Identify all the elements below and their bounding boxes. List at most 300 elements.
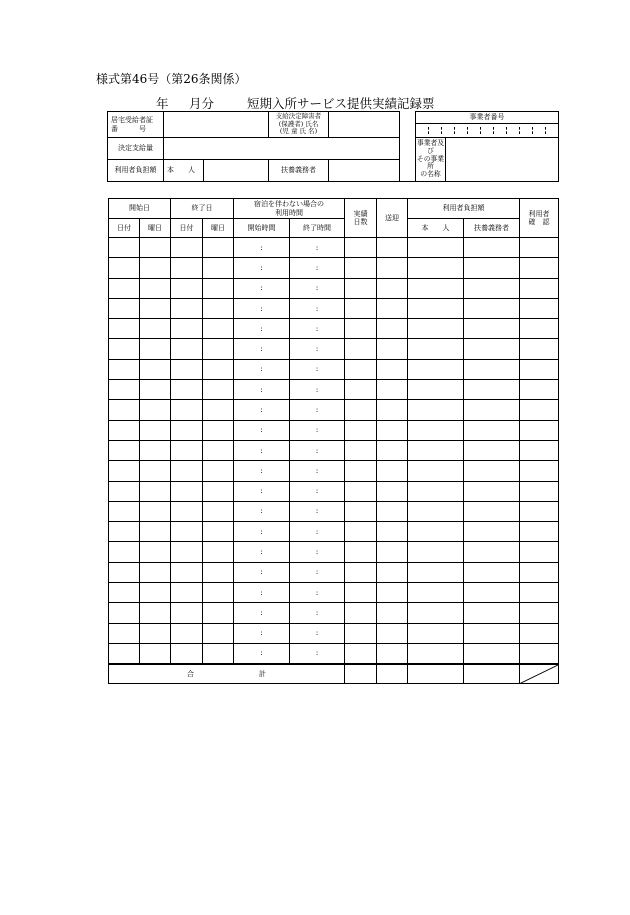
end-weekday-cell[interactable]: [203, 319, 234, 339]
end-date-cell[interactable]: [171, 359, 203, 379]
start-time-cell[interactable]: [234, 522, 290, 542]
user-confirm-cell[interactable]: [520, 420, 559, 440]
no-stay-time-header: [234, 199, 345, 219]
transport-cell[interactable]: [377, 420, 408, 440]
start-date-cell[interactable]: [109, 623, 140, 643]
end-weekday-cell[interactable]: [203, 420, 234, 440]
burden-person-cell[interactable]: [408, 623, 464, 643]
start-date-cell[interactable]: [109, 238, 140, 258]
time-colon: :: [315, 263, 319, 272]
diagonal-line-icon: [520, 665, 558, 684]
time-colon: :: [260, 608, 263, 617]
start-time-cell[interactable]: [234, 238, 290, 258]
transport-cell[interactable]: [377, 501, 408, 521]
start-time-cell[interactable]: [234, 339, 290, 359]
time-colon: :: [260, 629, 263, 638]
start-weekday-cell[interactable]: [140, 481, 171, 501]
time-colon: :: [315, 345, 319, 354]
burden-person-cell[interactable]: [408, 420, 464, 440]
start-time-cell[interactable]: [234, 440, 290, 460]
end-time-cell[interactable]: [290, 583, 345, 603]
start-date-cell[interactable]: [109, 562, 140, 582]
provider-name-label-line3: の名称: [420, 170, 441, 179]
guardian-label-line1: 支給決定障害者: [275, 112, 322, 121]
user-confirm-cell[interactable]: [520, 400, 559, 420]
table-row: [109, 440, 559, 460]
no-stay-time-header-line1: 宿泊を伴わない場合の: [254, 200, 324, 209]
burden-supporter-cell[interactable]: [464, 643, 520, 663]
end-time-cell[interactable]: [290, 481, 345, 501]
end-date-cell[interactable]: [171, 481, 203, 501]
burden-supporter-cell[interactable]: [464, 420, 520, 440]
end-date-cell[interactable]: [171, 298, 203, 318]
start-date-cell[interactable]: [109, 298, 140, 318]
start-time-cell[interactable]: [234, 278, 290, 298]
end-date-cell[interactable]: [171, 501, 203, 521]
actual-days-cell[interactable]: [345, 603, 377, 623]
burden-person-cell[interactable]: [408, 481, 464, 501]
user-confirm-cell[interactable]: [520, 481, 559, 501]
start-time-cell[interactable]: [234, 420, 290, 440]
end-time-cell[interactable]: [290, 278, 345, 298]
table-row: [109, 542, 559, 562]
time-colon: :: [260, 548, 263, 557]
end-weekday-cell[interactable]: [203, 359, 234, 379]
start-weekday-cell[interactable]: [140, 319, 171, 339]
end-time-cell[interactable]: [290, 298, 345, 318]
actual-days-cell[interactable]: [345, 400, 377, 420]
start-date-cell[interactable]: [109, 380, 140, 400]
transport-cell[interactable]: [377, 461, 408, 481]
start-weekday-cell[interactable]: [140, 583, 171, 603]
table-row: [109, 298, 559, 318]
burden-supporter-cell[interactable]: [464, 298, 520, 318]
start-date-cell[interactable]: [109, 603, 140, 623]
burden-supporter-cell[interactable]: [464, 603, 520, 623]
table-row: [109, 562, 559, 582]
transport-cell[interactable]: [377, 258, 408, 278]
burden-person-cell[interactable]: [408, 562, 464, 582]
burden-supporter-cell[interactable]: [464, 481, 520, 501]
actual-days-cell[interactable]: [345, 278, 377, 298]
burden-supporter-cell[interactable]: [464, 440, 520, 460]
actual-days-cell[interactable]: [345, 339, 377, 359]
start-weekday-cell[interactable]: [140, 542, 171, 562]
transport-cell[interactable]: [377, 238, 408, 258]
user-confirm-cell[interactable]: [520, 603, 559, 623]
provider-name-label-line1: 事業者及び: [416, 138, 445, 155]
burden-supporter-cell[interactable]: [464, 359, 520, 379]
burden-label: 利用者負担額: [108, 160, 164, 182]
burden-person-cell[interactable]: [408, 461, 464, 481]
end-date-cell[interactable]: [171, 440, 203, 460]
start-time-cell[interactable]: [234, 562, 290, 582]
transport-cell[interactable]: [377, 481, 408, 501]
time-colon: :: [315, 629, 319, 638]
end-date-cell[interactable]: [171, 623, 203, 643]
end-weekday-cell[interactable]: [203, 603, 234, 623]
end-date-cell[interactable]: [171, 583, 203, 603]
transport-cell[interactable]: [377, 319, 408, 339]
start-date-header: 日付: [109, 219, 140, 238]
decision-amount-field[interactable]: [164, 138, 400, 160]
burden-person-cell[interactable]: [408, 380, 464, 400]
start-weekday-cell[interactable]: [140, 501, 171, 521]
end-time-cell[interactable]: [290, 623, 345, 643]
recipient-no-label-line1: 居宅受給者証: [111, 116, 153, 125]
transport-cell[interactable]: [377, 339, 408, 359]
user-confirm-cell[interactable]: [520, 501, 559, 521]
time-colon: :: [260, 243, 263, 252]
end-date-cell[interactable]: [171, 339, 203, 359]
end-time-header: 終了時間: [290, 219, 345, 238]
end-date-cell[interactable]: [171, 643, 203, 663]
total-person-cell[interactable]: [408, 664, 464, 684]
time-colon: :: [315, 243, 319, 252]
provider-no-block: [416, 112, 559, 138]
total-transport-cell[interactable]: [377, 664, 408, 684]
table-row: [109, 643, 559, 663]
transport-header: 送迎: [377, 199, 408, 238]
table-row: [109, 420, 559, 440]
end-date-cell[interactable]: [171, 238, 203, 258]
time-colon: :: [260, 263, 263, 272]
user-confirm-cell[interactable]: [520, 319, 559, 339]
end-time-cell[interactable]: [290, 380, 345, 400]
transport-cell[interactable]: [377, 278, 408, 298]
burden-person-cell[interactable]: [408, 603, 464, 623]
actual-days-cell[interactable]: [345, 522, 377, 542]
actual-days-cell[interactable]: [345, 359, 377, 379]
info-spacer-2: [400, 138, 416, 182]
user-confirm-cell[interactable]: [520, 643, 559, 663]
start-time-cell[interactable]: [234, 298, 290, 318]
start-date-cell[interactable]: [109, 258, 140, 278]
end-weekday-cell[interactable]: [203, 440, 234, 460]
burden-person-cell[interactable]: [408, 359, 464, 379]
end-date-cell[interactable]: [171, 461, 203, 481]
end-date-cell[interactable]: [171, 258, 203, 278]
end-date-cell[interactable]: [171, 542, 203, 562]
end-weekday-cell[interactable]: [203, 258, 234, 278]
table-row: [109, 501, 559, 521]
user-confirm-cell[interactable]: [520, 583, 559, 603]
end-time-cell[interactable]: [290, 258, 345, 278]
time-colon: :: [315, 385, 319, 394]
actual-days-cell[interactable]: [345, 319, 377, 339]
total-days-cell[interactable]: [345, 664, 377, 684]
end-date-cell[interactable]: [171, 380, 203, 400]
start-time-cell[interactable]: [234, 481, 290, 501]
burden-person-cell[interactable]: [408, 440, 464, 460]
total-label-char1: 合: [187, 669, 194, 678]
transport-cell[interactable]: [377, 623, 408, 643]
start-time-cell[interactable]: [234, 501, 290, 521]
guardian-label: [269, 112, 329, 138]
total-supporter-cell[interactable]: [464, 664, 520, 684]
end-date-cell[interactable]: [171, 278, 203, 298]
burden-person-cell[interactable]: [408, 522, 464, 542]
end-time-cell[interactable]: [290, 542, 345, 562]
burden-supporter-cell[interactable]: [464, 583, 520, 603]
transport-cell[interactable]: [377, 380, 408, 400]
actual-days-cell[interactable]: [345, 420, 377, 440]
burden-supporter-cell[interactable]: [464, 339, 520, 359]
burden-supporter-cell[interactable]: [464, 501, 520, 521]
end-weekday-cell[interactable]: [203, 501, 234, 521]
time-colon: :: [260, 588, 263, 597]
end-date-cell[interactable]: [171, 522, 203, 542]
start-date-cell[interactable]: [109, 339, 140, 359]
burden-person-cell[interactable]: [408, 400, 464, 420]
time-colon: :: [315, 365, 319, 374]
start-time-cell[interactable]: [234, 643, 290, 663]
burden-supporter-cell[interactable]: [464, 522, 520, 542]
end-date-cell[interactable]: [171, 400, 203, 420]
actual-days-cell[interactable]: [345, 298, 377, 318]
start-time-cell[interactable]: [234, 258, 290, 278]
end-date-cell[interactable]: [171, 562, 203, 582]
start-weekday-cell[interactable]: [140, 400, 171, 420]
burden-supporter-cell[interactable]: [464, 461, 520, 481]
start-date-cell[interactable]: [109, 643, 140, 663]
burden-person-cell[interactable]: [408, 238, 464, 258]
start-date-cell[interactable]: [109, 522, 140, 542]
no-stay-time-header-line2: 利用時間: [275, 208, 303, 217]
table-row: [109, 278, 559, 298]
time-colon: :: [260, 324, 263, 333]
time-colon: :: [260, 365, 263, 374]
user-confirm-cell[interactable]: [520, 440, 559, 460]
start-time-cell[interactable]: [234, 319, 290, 339]
end-date-cell[interactable]: [171, 603, 203, 623]
start-weekday-cell[interactable]: [140, 562, 171, 582]
actual-days-header: [345, 199, 377, 238]
provider-name-field[interactable]: [446, 138, 559, 182]
guardian-name-field[interactable]: [329, 112, 400, 138]
actual-days-cell[interactable]: [345, 440, 377, 460]
user-confirm-cell[interactable]: [520, 278, 559, 298]
actual-days-cell[interactable]: [345, 562, 377, 582]
start-date-cell[interactable]: [109, 501, 140, 521]
start-time-cell[interactable]: [234, 380, 290, 400]
end-time-cell[interactable]: [290, 339, 345, 359]
transport-cell[interactable]: [377, 583, 408, 603]
start-weekday-cell[interactable]: [140, 420, 171, 440]
burden-person-cell[interactable]: [408, 583, 464, 603]
end-weekday-cell[interactable]: [203, 623, 234, 643]
burden-supporter-cell[interactable]: [464, 542, 520, 562]
end-time-cell[interactable]: [290, 562, 345, 582]
actual-days-cell[interactable]: [345, 583, 377, 603]
start-time-cell[interactable]: [234, 583, 290, 603]
transport-cell[interactable]: [377, 522, 408, 542]
transport-cell[interactable]: [377, 562, 408, 582]
start-weekday-cell[interactable]: [140, 298, 171, 318]
actual-days-cell[interactable]: [345, 481, 377, 501]
recipient-no-field[interactable]: [164, 112, 269, 138]
end-date-cell[interactable]: [171, 420, 203, 440]
actual-days-cell[interactable]: [345, 501, 377, 521]
start-weekday-cell[interactable]: [140, 258, 171, 278]
burden-supporter-cell[interactable]: [464, 278, 520, 298]
actual-days-header-line2: 日数: [353, 218, 368, 226]
end-weekday-cell[interactable]: [203, 643, 234, 663]
supporter-burden-field[interactable]: [329, 160, 400, 182]
transport-cell[interactable]: [377, 400, 408, 420]
end-weekday-cell[interactable]: [203, 298, 234, 318]
start-time-cell[interactable]: [234, 623, 290, 643]
user-confirm-header-line2: 確 認: [528, 218, 550, 226]
time-colon: :: [260, 507, 263, 516]
end-weekday-cell[interactable]: [203, 339, 234, 359]
transport-cell[interactable]: [377, 440, 408, 460]
actual-days-cell[interactable]: [345, 380, 377, 400]
start-date-cell[interactable]: [109, 359, 140, 379]
actual-days-cell[interactable]: [345, 623, 377, 643]
start-date-cell[interactable]: [109, 461, 140, 481]
start-weekday-cell[interactable]: [140, 278, 171, 298]
actual-days-cell[interactable]: [345, 542, 377, 562]
transport-cell[interactable]: [377, 359, 408, 379]
user-confirm-cell[interactable]: [520, 380, 559, 400]
burden-person-cell[interactable]: [408, 258, 464, 278]
end-date-header: 日付: [171, 219, 203, 238]
time-colon: :: [260, 649, 263, 658]
burden-person-cell[interactable]: [408, 278, 464, 298]
end-weekday-cell[interactable]: [203, 278, 234, 298]
start-time-cell[interactable]: [234, 461, 290, 481]
end-time-cell[interactable]: [290, 461, 345, 481]
burden-person-cell[interactable]: [408, 298, 464, 318]
time-colon: :: [315, 527, 319, 536]
table-row: [109, 481, 559, 501]
end-weekday-cell[interactable]: [203, 461, 234, 481]
start-time-cell[interactable]: [234, 359, 290, 379]
time-colon: :: [260, 426, 263, 435]
info-spacer: [400, 112, 416, 138]
end-weekday-cell[interactable]: [203, 238, 234, 258]
end-weekday-cell[interactable]: [203, 583, 234, 603]
actual-days-cell[interactable]: [345, 258, 377, 278]
time-colon: :: [315, 446, 319, 455]
actual-days-cell[interactable]: [345, 461, 377, 481]
end-time-cell[interactable]: [290, 440, 345, 460]
burden-supporter-cell[interactable]: [464, 380, 520, 400]
user-confirm-cell[interactable]: [520, 238, 559, 258]
burden-person-cell[interactable]: [408, 339, 464, 359]
end-time-cell[interactable]: [290, 359, 345, 379]
user-confirm-cell[interactable]: [520, 339, 559, 359]
start-weekday-cell[interactable]: [140, 238, 171, 258]
transport-cell[interactable]: [377, 603, 408, 623]
user-confirm-cell[interactable]: [520, 623, 559, 643]
end-date-cell[interactable]: [171, 319, 203, 339]
end-time-cell[interactable]: [290, 501, 345, 521]
end-time-cell[interactable]: [290, 400, 345, 420]
user-confirm-cell[interactable]: [520, 359, 559, 379]
start-date-cell[interactable]: [109, 583, 140, 603]
user-confirm-cell[interactable]: [520, 542, 559, 562]
start-date-cell[interactable]: [109, 440, 140, 460]
table-row: [109, 603, 559, 623]
burden-supporter-cell[interactable]: [464, 562, 520, 582]
start-date-cell[interactable]: [109, 420, 140, 440]
end-time-cell[interactable]: [290, 643, 345, 663]
end-weekday-cell[interactable]: [203, 380, 234, 400]
start-weekday-header: 曜日: [140, 219, 171, 238]
burden-person-cell[interactable]: [408, 542, 464, 562]
start-weekday-cell[interactable]: [140, 461, 171, 481]
time-colon: :: [315, 507, 319, 516]
start-weekday-cell[interactable]: [140, 339, 171, 359]
burden-person-cell[interactable]: [408, 319, 464, 339]
start-weekday-cell[interactable]: [140, 440, 171, 460]
end-weekday-cell[interactable]: [203, 400, 234, 420]
burden-person-cell[interactable]: [408, 643, 464, 663]
actual-days-cell[interactable]: [345, 238, 377, 258]
actual-days-cell[interactable]: [345, 643, 377, 663]
burden-supporter-cell[interactable]: [464, 319, 520, 339]
start-date-cell[interactable]: [109, 278, 140, 298]
month-label: 月分: [189, 96, 215, 111]
time-colon: :: [315, 284, 319, 293]
provider-no-field[interactable]: [416, 124, 558, 137]
form-number-label: 様式第46号（第26条関係）: [96, 72, 247, 86]
user-confirm-cell[interactable]: [520, 258, 559, 278]
burden-supporter-cell[interactable]: [464, 400, 520, 420]
end-weekday-cell[interactable]: [203, 522, 234, 542]
end-time-cell[interactable]: [290, 420, 345, 440]
transport-cell[interactable]: [377, 298, 408, 318]
user-confirm-cell[interactable]: [520, 461, 559, 481]
user-confirm-cell[interactable]: [520, 298, 559, 318]
user-confirm-cell[interactable]: [520, 522, 559, 542]
start-date-cell[interactable]: [109, 319, 140, 339]
start-date-cell[interactable]: [109, 400, 140, 420]
burden-supporter-cell[interactable]: [464, 258, 520, 278]
start-date-cell[interactable]: [109, 542, 140, 562]
user-confirm-cell[interactable]: [520, 562, 559, 582]
start-weekday-cell[interactable]: [140, 643, 171, 663]
start-weekday-cell[interactable]: [140, 380, 171, 400]
start-time-cell[interactable]: [234, 400, 290, 420]
transport-cell[interactable]: [377, 643, 408, 663]
user-confirm-header: [520, 199, 559, 238]
transport-cell[interactable]: [377, 542, 408, 562]
person-burden-field[interactable]: [204, 160, 269, 182]
end-time-cell[interactable]: [290, 319, 345, 339]
start-weekday-cell[interactable]: [140, 623, 171, 643]
burden-supporter-cell[interactable]: [464, 623, 520, 643]
end-time-cell[interactable]: [290, 238, 345, 258]
end-time-cell[interactable]: [290, 603, 345, 623]
start-weekday-cell[interactable]: [140, 522, 171, 542]
burden-person-cell[interactable]: [408, 501, 464, 521]
end-time-cell[interactable]: [290, 522, 345, 542]
recipient-no-label: [108, 112, 164, 138]
start-date-cell[interactable]: [109, 481, 140, 501]
end-weekday-cell[interactable]: [203, 542, 234, 562]
start-weekday-cell[interactable]: [140, 603, 171, 623]
start-time-cell[interactable]: [234, 542, 290, 562]
end-weekday-cell[interactable]: [203, 481, 234, 501]
time-colon: :: [315, 487, 319, 496]
end-weekday-cell[interactable]: [203, 562, 234, 582]
burden-supporter-cell[interactable]: [464, 238, 520, 258]
start-weekday-cell[interactable]: [140, 359, 171, 379]
start-time-cell[interactable]: [234, 603, 290, 623]
